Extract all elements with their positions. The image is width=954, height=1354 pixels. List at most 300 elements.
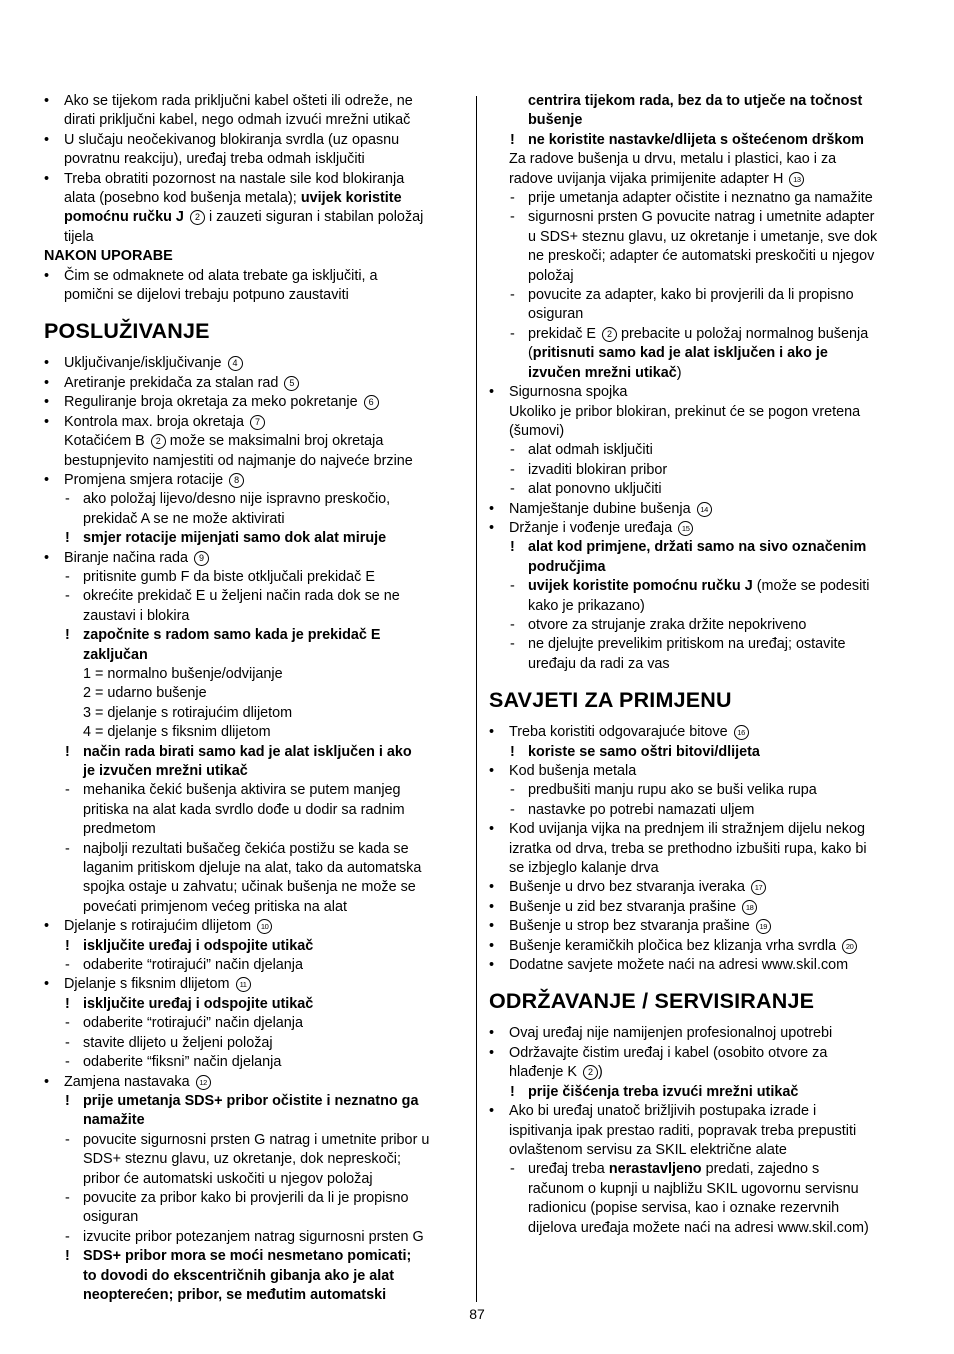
bullet-item [489,500,914,519]
bullet-item [44,131,464,150]
figure-ref-icon: 4 [228,356,243,371]
line-text: osiguran [83,1209,139,1226]
line-text-bold: koriste se samo oštri bitovi/dlijeta [528,743,760,760]
line-text: Bušenje keramičkih pločica bez klizanja vrha svrdla [509,937,837,954]
warning-icon: ! [65,937,70,954]
line-text: pritisnite gumb F da biste otključali prekidač E [83,568,375,585]
line-text: 3 = djelanje s rotirajućim dlijetom [83,704,293,721]
dash-icon: - [510,801,515,818]
line-text: radove uvijanja vijaka primijenite adapter H [509,170,784,187]
dash-icon: - [65,1054,70,1071]
bullet-icon: • [489,519,495,536]
text-line [44,704,464,723]
line-text: ispitivanja ipak prestao raditi, popravak treba prepustiti [509,1122,857,1139]
line-text: zaustavi i blokira [83,607,190,624]
line-text: alat ponovno uključiti [528,481,662,498]
dash-item [489,208,914,227]
line-text: ne preskoči; adapter će automatski preskočiti u njegov [528,248,875,265]
dash-icon: - [65,1189,70,1206]
bullet-item [489,723,914,742]
text-line [44,801,464,820]
text-line [44,1286,464,1305]
line-text: dijelova uređaja možete naći na adresi www.skil.com) [528,1219,869,1236]
text-line [489,111,914,130]
line-text: Kod bušenja metala [509,763,637,779]
line-text: odaberite “rotirajući” način djelanja [83,957,303,974]
line-text: ako položaj lijevo/desno nije ispravno preskočio, [83,491,391,508]
line-text: Uključivanje/isključivanje [64,355,222,372]
line-text: otvore za strujanje zraka držite nepokriveno [528,616,807,633]
dash-item [489,781,914,800]
warning-item [44,995,464,1014]
line-text-bold: područjima [528,558,606,575]
line-text: spojka ostaje u zahvatu; učinak bušenja ne može se [83,879,416,896]
dash-icon: - [65,782,70,799]
line-text: Ukoliko je pribor blokiran, prekinut će se pogon vretena [509,403,861,420]
line-text: Djelanje s fiksnim dlijetom [64,976,230,993]
text-line [44,684,464,703]
line-text: 4 = djelanje s fiksnim dlijetom [83,724,271,741]
bullet-icon: • [44,355,50,372]
warning-icon: ! [510,539,515,556]
warning-item [489,538,914,557]
figure-ref-icon: 15 [678,521,693,536]
line-text: se izbjeglo kalanje drva [509,860,659,877]
line-text: hlađenje K [509,1064,578,1081]
line-text: Kod uvijanja vijka na prednjem ili stražnjem dijelu nekog [509,821,865,838]
dash-icon: - [65,491,70,508]
warning-item [44,1092,464,1111]
line-text: 2 = udarno bušenje [83,685,207,702]
line-text: najbolji rezultati bušačeg čekića postižu se kada se [83,840,409,857]
warning-icon: ! [65,1248,70,1265]
line-text-bold: pritisnuti samo kad je alat isključen i ako je [532,345,828,362]
line-text: U slučaju neočekivanog blokiranja svrdla (uz opasnu [64,131,400,148]
dash-item [44,1189,464,1208]
text-line [44,1111,464,1130]
section-heading [44,318,464,344]
dash-item [44,1228,464,1247]
warning-item [489,131,914,150]
figure-ref-icon: 18 [742,900,757,915]
line-text: povucite za adapter, kako bi provjerili da li propisno [528,287,854,304]
line-text: u SDS+ steznu glavu, uz okretanje i umetanje, sve dok [528,228,878,245]
text-line [44,432,464,451]
bullet-icon: • [489,1025,495,1042]
line-text: položaj [528,267,574,284]
line-text: prekidač E [528,325,596,342]
text-line [44,150,464,169]
dash-item [489,635,914,654]
figure-ref-icon: 20 [842,939,857,954]
section-heading [489,988,914,1014]
text-line [489,364,914,383]
text-line [489,1141,914,1160]
line-text: stavite dlijeto u željeni položaj [83,1034,273,1051]
line-text: i zauzeti siguran i stabilan položaj [204,209,424,226]
dash-icon: - [65,568,70,585]
line-text: Čim se odmaknete od alata trebate ga isključiti, a [64,267,378,284]
dash-item [489,480,914,499]
text-line [489,305,914,324]
dash-icon: - [510,287,515,304]
figure-ref-icon: 9 [194,551,209,566]
bullet-icon: • [489,918,495,935]
text-line [489,170,914,189]
line-text: Sigurnosna spojka [509,384,628,401]
dash-item [44,840,464,859]
bullet-icon: • [489,821,495,838]
line-text: Ako bi uređaj unatoč brižljivih postupaka izrade i [509,1103,817,1120]
line-text: Bušenje u drvo bez stvaranja iveraka [509,879,745,896]
line-text: povratnu reakciju), uređaj treba odmah isključiti [64,151,365,168]
text-line [44,1150,464,1169]
text-line [489,92,914,111]
line-text-bold: zaključan [83,646,148,663]
bullet-item [44,267,464,286]
line-text: ( [528,345,533,362]
dash-item [44,1053,464,1072]
line-text: Ovaj uređaj nije namijenjen profesionalnoj upotrebi [509,1025,833,1042]
text-line [489,422,914,441]
dash-item [489,801,914,820]
bullet-item [44,413,464,432]
line-text-bold: izvučen mrežni utikač [528,364,677,381]
line-text: Aretiranje prekidača za stalan rad [64,374,279,391]
dash-icon: - [65,1015,70,1032]
bullet-item [44,917,464,936]
line-text-bold: namažite [83,1112,145,1129]
bullet-item [489,898,914,917]
line-text: SAVJETI ZA PRIMJENU [489,688,732,713]
dash-item [44,587,464,606]
line-text-bold: smjer rotacije mijenjati samo dok alat miruje [83,530,387,547]
dash-item [489,616,914,635]
line-text-bold: uvijek koristite pomoćnu ručku J [528,578,753,595]
figure-ref-icon: 13 [789,172,804,187]
text-line [489,228,914,247]
line-text: Bušenje u strop bez stvaranja prašine [509,918,750,935]
warning-icon: ! [510,1083,515,1100]
line-text: prije umetanja adapter očistite i neznatno ga namažite [528,190,873,207]
dash-item [489,1160,914,1179]
line-text: Djelanje s rotirajućim dlijetom [64,918,252,935]
warning-icon: ! [510,743,515,760]
figure-ref-icon: 2 [190,210,205,225]
line-text-bold: centrira tijekom rada, bez da to utječe na točnost [528,93,863,109]
line-text-bold: SDS+ pribor mora se moći nesmetano pomicati; [83,1248,412,1265]
line-text-bold: pomoćnu ručku J [64,209,184,226]
dash-item [44,1034,464,1053]
bullet-item [44,549,464,568]
left-column [44,92,464,1305]
right-column [489,92,914,1238]
warning-item [44,1247,464,1266]
dash-item [44,490,464,509]
line-text: Biranje načina rada [64,549,188,566]
dash-icon: - [65,1228,70,1245]
bullet-item [489,937,914,956]
figure-ref-icon: 5 [284,376,299,391]
line-text: može se maksimalni broj okretaja [165,433,384,450]
dash-icon: - [65,1034,70,1051]
line-text-bold: način rada birati samo kad je alat isključen i ako [83,743,412,760]
bullet-icon: • [44,394,50,411]
line-text: povucite za pribor kako bi provjerili da li je propisno [83,1189,409,1206]
bullet-item [489,956,914,975]
dash-icon: - [510,616,515,633]
dash-icon: - [65,840,70,857]
line-text: osiguran [528,306,584,323]
text-line [489,859,914,878]
bullet-item [489,917,914,936]
warning-icon: ! [65,530,70,547]
text-line [489,1199,914,1218]
dash-icon: - [510,325,515,342]
line-text: Kotačićem B [64,433,145,450]
dash-item [489,441,914,460]
line-text: ODRŽAVANJE / SERVISIRANJE [489,989,815,1014]
figure-ref-icon: 17 [751,880,766,895]
figure-ref-icon: 7 [250,415,265,430]
line-text: alat odmah isključiti [528,442,653,459]
bullet-item [489,762,914,781]
text-line [44,510,464,529]
dash-item [489,577,914,596]
line-text: Bušenje u zid bez stvaranja prašine [509,898,737,915]
text-line [44,228,464,247]
line-text-bold: je izvučen mrežni utikač [83,763,248,779]
line-text: Treba obratiti pozornost na nastale sile kod blokiranja [64,170,405,187]
bullet-item [44,1073,464,1092]
line-text: kako je prikazano) [528,597,645,614]
line-text-bold: isključite uređaj i odspojite utikač [83,995,314,1012]
bullet-icon: • [44,267,50,284]
line-text-bold: nerastavljeno [608,1161,702,1178]
figure-ref-icon: 12 [196,1075,211,1090]
line-text: računom o kupnji u najbližu SKIL ugovornu servisnu [528,1180,859,1197]
line-text: uređaju da radi za vas [528,655,670,672]
bullet-icon: • [44,976,50,993]
line-text-bold: prije umetanja SDS+ pribor očistite i neznatno ga [83,1092,419,1109]
text-line [44,189,464,208]
line-text: Kontrola max. broja okretaja [64,413,244,430]
bullet-icon: • [44,93,50,109]
figure-ref-icon: 16 [734,725,749,740]
line-text: tijela [64,228,94,245]
line-text: Za radove bušenja u drvu, metalu i plastici, kao i za [509,151,837,168]
line-text: nastavke po potrebi namazati uljem [528,801,755,818]
line-text: Ako se tijekom rada priključni kabel ošteti ili odreže, ne [64,93,413,109]
text-line [44,878,464,897]
warning-item [489,743,914,762]
dash-item [44,1014,464,1033]
bullet-item [489,1024,914,1043]
bullet-icon: • [489,1103,495,1120]
dash-item [489,286,914,305]
bullet-item [489,519,914,538]
line-text-bold: započnite s radom samo kada je prekidač E [83,627,381,644]
figure-ref-icon: 2 [583,1065,598,1080]
warning-item [489,1083,914,1102]
line-text: ) [676,364,682,381]
bullet-item [44,92,464,111]
dash-icon: - [510,209,515,226]
line-text: predbušiti manju rupu ako se buši velika rupa [528,782,817,799]
text-line [44,208,464,227]
bullet-icon: • [489,879,495,896]
dash-item [489,189,914,208]
bullet-item [489,383,914,402]
line-text: Reguliranje broja okretaja za meko pokretanje [64,394,358,411]
line-text: predati, zajedno s [701,1161,820,1178]
bullet-icon: • [44,170,50,187]
page-number: 87 [469,1306,485,1322]
text-line [489,1122,914,1141]
text-line [44,1267,464,1286]
text-line [489,840,914,859]
text-line [489,1180,914,1199]
warning-icon: ! [65,627,70,644]
bullet-item [44,374,464,393]
dash-item [44,956,464,975]
text-line [489,1063,914,1082]
line-text: prekidač A se ne može aktivirati [83,510,285,527]
text-line [489,1219,914,1238]
line-text: predmetom [83,821,156,838]
text-line [489,344,914,363]
text-line [44,665,464,684]
line-text: POSLUŽIVANJE [44,319,210,344]
bullet-icon: • [44,471,50,488]
text-line [44,452,464,471]
bullet-icon: • [489,724,495,741]
text-line [44,762,464,781]
line-text: Dodatne savjete možete naći na adresi www.skil.com [509,957,849,974]
line-text: Treba koristiti odgovarajuće bitove [509,724,728,741]
line-text: prebacite u položaj normalnog bušenja [617,325,869,342]
line-text: izratka od drva, treba se prethodno izbušiti rupa, kako bi [509,840,867,857]
line-text: izvucite pribor potezanjem natrag sigurnosni prsten G [83,1228,424,1245]
bullet-icon: • [44,1073,50,1090]
text-line [44,723,464,742]
text-line [489,597,914,616]
figure-ref-icon: 14 [697,502,712,517]
warning-item [44,743,464,762]
bullet-icon: • [44,918,50,935]
dash-icon: - [510,1161,515,1178]
section-heading [489,687,914,713]
text-line [44,1170,464,1189]
bullet-icon: • [44,413,50,430]
line-text: dirati priključni kabel, nego odmah izvući mrežni utikač [64,112,411,129]
line-text: Promjena smjera rotacije [64,471,224,488]
line-text: odaberite “fiksni” način djelanja [83,1054,282,1071]
line-text: Zamjena nastavaka [64,1073,190,1090]
line-text-bold: prije čišćenja treba izvući mrežni utikač [528,1083,799,1100]
text-line [44,286,464,305]
bullet-icon: • [489,763,495,779]
bullet-icon: • [44,131,50,148]
warning-item [44,937,464,956]
bullet-item [489,820,914,839]
dash-item [489,461,914,480]
text-line [489,655,914,674]
warning-item [44,626,464,645]
dash-item [489,325,914,344]
line-text-bold: alat kod primjene, držati samo na sivo označenim [528,539,867,556]
line-text: (šumovi) [509,422,565,439]
line-text: pomični se dijelovi trebaju potpuno zaustaviti [64,287,349,304]
line-text: povećati primjenom većeg pritiska na alat [83,898,347,915]
bullet-icon: • [489,500,495,517]
text-line [489,558,914,577]
line-text: Držanje i vođenje uređaja [509,519,673,536]
line-text: pribor će automatski uskočiti u njegov položaj [83,1170,373,1187]
dash-icon: - [510,782,515,799]
bullet-item [489,878,914,897]
line-text: alata (posebno kod bušenja metala); [64,190,301,207]
bullet-icon: • [489,384,495,401]
text-line [44,111,464,130]
text-line [489,403,914,422]
warning-icon: ! [65,743,70,760]
dash-item [44,1131,464,1150]
bullet-icon: • [489,898,495,915]
line-text: NAKON UPORABE [44,248,173,265]
line-text-bold: isključite uređaj i odspojite utikač [83,937,314,954]
bullet-item [44,393,464,412]
dash-item [44,568,464,587]
text-line [44,1208,464,1227]
line-text: ne djelujte prevelikim pritiskom na uređaj; ostavite [528,636,846,653]
figure-ref-icon: 19 [756,919,771,934]
line-text: sigurnosni prsten G povucite natrag i umetnite adapter [528,209,875,226]
line-text: povucite sigurnosni prsten G natrag i umetnite pribor u [83,1131,430,1148]
line-text: Održavajte čistim uređaj i kabel (osobito otvore za [509,1044,828,1061]
dash-icon: - [510,481,515,498]
dash-icon: - [65,957,70,974]
line-text: Namještanje dubine bušenja [509,500,691,517]
line-text: okrećite prekidač E u željeni način rada dok se ne [83,588,400,605]
line-text: mehanika čekić bušenja aktivira se putem manjeg [83,782,401,799]
bullet-item [44,471,464,490]
bullet-icon: • [489,937,495,954]
text-line [44,607,464,626]
line-text-bold: neopterećen; pribor, se međutim automatski [83,1286,387,1303]
line-text: 1 = normalno bušenje/odvijanje [83,665,283,682]
bullet-item [489,1044,914,1063]
line-text: SDS+ steznu glavu, uz okretanje, dok nepreskoči; [83,1151,401,1168]
dash-icon: - [510,190,515,207]
bullet-item [44,975,464,994]
warning-icon: ! [65,995,70,1012]
dash-item [44,781,464,800]
figure-ref-icon: 6 [364,395,379,410]
figure-ref-icon: 8 [229,473,244,488]
line-text-bold: ne koristite nastavke/dlijeta s oštećenom drškom [528,131,864,148]
column-divider [476,96,477,1302]
text-line [489,247,914,266]
figure-ref-icon: 2 [151,434,166,449]
dash-icon: - [510,461,515,478]
line-text: laganim pritiskom djeluje na alat, tako da automatska [83,860,422,877]
line-text: ovlaštenom servisu za SKIL električne alate [509,1141,787,1158]
text-line [489,267,914,286]
figure-ref-icon: 11 [236,977,251,992]
warning-item [44,529,464,548]
bullet-icon: • [44,374,50,391]
